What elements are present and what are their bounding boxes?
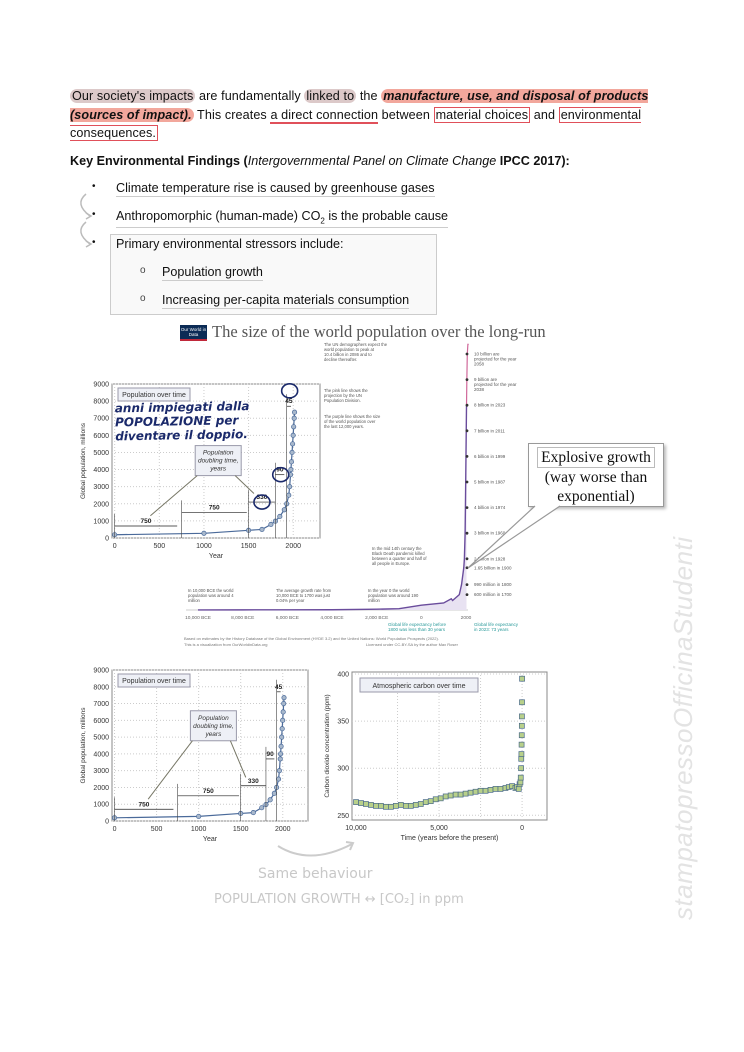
doubling-label: 45 (275, 683, 283, 691)
y-tick-label: 0 (105, 535, 109, 543)
co2-data-point (453, 792, 458, 797)
milestone-dot (466, 455, 469, 458)
chart-annotation: decline thereafter. (324, 357, 358, 362)
chart-annotation: In 10,000 BCE the world (188, 588, 234, 593)
doubling-box-text: Population (202, 449, 234, 457)
data-point (291, 433, 295, 437)
handwritten-note-doubling: anni impiegati dalla POPOLAZIONE per diventare il doppio. (114, 399, 250, 444)
co2-data-point (519, 742, 524, 747)
co2-data-point (519, 766, 524, 771)
y-axis-label: Carbon dioxide concentration (ppm) (324, 694, 331, 798)
data-point (287, 484, 291, 488)
y-tick-label: 250 (337, 812, 349, 820)
doubling-label: 330 (247, 777, 259, 785)
chart-annotation: 0.04% per year (276, 598, 305, 603)
co2-data-point (358, 801, 363, 806)
chart-annotation: projection by the UN (324, 393, 362, 398)
doubling-label: 90 (276, 466, 284, 474)
data-point (279, 735, 283, 739)
life-expectancy-before: 1800 was less than 30 years (388, 627, 446, 632)
highlight-manufacture-use-disposal: manufacture, use, and disposal of products (sources of impact). (70, 89, 649, 122)
text: and (530, 107, 559, 122)
y-tick-label: 6000 (93, 717, 109, 725)
bullet-icon: • (92, 237, 96, 248)
chart-annotation: 10,000 BCE to 1700 was just (276, 593, 331, 598)
data-point (196, 814, 200, 818)
co2-data-point (468, 790, 473, 795)
x-tick-label: 6,000 BCE (275, 616, 299, 621)
life-expectancy-now: in 2023: 73 years (474, 627, 509, 632)
co2-data-point (368, 802, 373, 807)
data-point (272, 791, 276, 795)
text: Anthropomorphic (human-made) CO (116, 209, 321, 223)
milestone-label: 8 billion in 2023 (474, 402, 506, 408)
callout-line: Explosive growth (537, 447, 655, 468)
milestone-dot (466, 583, 469, 586)
co2-data-point (418, 801, 423, 806)
text: are fundamentally (195, 89, 305, 103)
bullet-icon: • (92, 181, 96, 192)
x-tick-label: 0 (419, 616, 423, 621)
milestone-label: 990 million in 1800 (474, 582, 512, 588)
data-point (278, 752, 282, 756)
x-tick-label: 1500 (232, 826, 249, 833)
data-point (290, 442, 294, 446)
y-tick-label: 7000 (93, 701, 109, 709)
data-point (281, 701, 285, 705)
co2-data-point (478, 788, 483, 793)
data-point (279, 744, 283, 748)
co2-data-point (483, 788, 488, 793)
handwritten-same-behaviour: Same behaviour (258, 866, 373, 882)
chart-annotation: million (188, 598, 200, 603)
x-tick-label: 5,000 (430, 825, 448, 832)
boxed-environmental-consequences: environmental consequences. (70, 107, 642, 140)
milestone-label: 2 billion in 1928 (474, 556, 506, 562)
population-over-time-chart-2 (80, 662, 316, 842)
text: the (356, 89, 382, 103)
milestone-label: 4 billion in 1974 (474, 505, 506, 511)
doubling-box-text: years (210, 465, 227, 473)
x-tick-label: 10,000 (345, 825, 367, 832)
doubling-label: 750 (202, 787, 214, 795)
explosive-growth-callout (528, 443, 664, 507)
y-tick-label: 5000 (93, 734, 109, 742)
milestone-label: 7 billion in 2011 (474, 428, 505, 434)
co2-data-point (519, 752, 524, 757)
y-axis-label: Global population, millions (80, 707, 87, 784)
co2-data-point (438, 796, 443, 801)
chart-annotation: The average growth rate from (276, 588, 332, 593)
milestone-dot (466, 404, 469, 407)
x-tick-label: 0 (112, 826, 117, 833)
data-point (276, 777, 280, 781)
chart-annotation: Black Death pandemic killed (372, 551, 425, 556)
callout-line: exponential) (557, 488, 635, 505)
chart-annotation: In the mid 14th century the (372, 546, 422, 551)
callout-line: (way worse than (544, 469, 648, 486)
doubling-label: 750 (208, 504, 220, 512)
chart-annotation: population was around 4 (188, 593, 234, 598)
data-point (260, 527, 264, 531)
chart-annotation: world population to peak at (324, 347, 375, 352)
doubling-label: 90 (266, 750, 274, 758)
chart-annotation: The UN demographers expect the (324, 342, 388, 347)
chart-annotation: million (368, 598, 380, 603)
sub-bullet-text: Population growth (162, 265, 263, 279)
highlight-linked-to: linked to (306, 89, 355, 103)
y-tick-label: 0 (105, 818, 109, 826)
co2-data-point (516, 786, 521, 791)
co2-data-point (383, 804, 388, 809)
chart-title: Atmospheric carbon over time (372, 683, 466, 690)
co2-data-point (428, 799, 433, 804)
x-tick-label: 4,000 BCE (320, 616, 344, 621)
milestone-dot (466, 593, 469, 596)
intro-paragraph (70, 87, 680, 143)
co2-data-point (518, 780, 523, 785)
x-tick-label: 2000 (460, 616, 472, 621)
x-tick-label: 1000 (190, 826, 207, 833)
co2-data-point (363, 801, 368, 806)
doubling-label: 750 (138, 801, 150, 809)
heading-post: IPCC 2017): (496, 154, 570, 168)
y-tick-label: 3000 (93, 484, 109, 492)
text: is the probable cause (324, 209, 449, 223)
doubling-label: 750 (140, 518, 152, 526)
doubling-box-text: Population (198, 714, 229, 722)
chart-annotation: of the world population over (324, 419, 376, 424)
y-tick-label: 3000 (93, 768, 109, 776)
doubling-box-text: doubling time, (197, 457, 239, 465)
life-expectancy-before: Global life expectancy before (388, 622, 447, 627)
co2-data-point (518, 775, 523, 780)
curved-arrows-icon (76, 192, 116, 252)
data-point (289, 467, 293, 471)
footer-license: Licensed under CC-BY-SA by the author Max Roser (366, 642, 458, 647)
text: This creates (193, 107, 271, 122)
co2-data-point (519, 714, 524, 719)
chart-title: Population over time (122, 392, 186, 399)
curved-arrow-icon (270, 838, 360, 866)
data-point (292, 410, 296, 414)
bullet-text: Primary environmental stressors include: (116, 237, 344, 251)
boxed-material-choices: material choices (435, 107, 529, 122)
y-tick-label: 1000 (93, 518, 109, 526)
doubling-box-text: doubling time, (193, 722, 234, 730)
chart-title: Population over time (122, 678, 186, 685)
y-tick-label: 4000 (93, 467, 109, 475)
co2-data-point (423, 800, 428, 805)
data-point (278, 757, 282, 761)
x-tick-label: 2,000 BCE (365, 616, 389, 621)
footer-source: Based on estimates by the History Database of the Global Environment (HYDE 3.2) and the United Nations: World Population Prospects (2022). (184, 636, 439, 641)
logo-text: Our World in Data (180, 327, 207, 337)
data-point (260, 806, 264, 810)
y-tick-label: 400 (337, 671, 349, 679)
milestone-dot (466, 429, 469, 432)
chart-annotation: the last 12,000 years. (324, 424, 365, 429)
chart-annotation: between a quarter and half of (372, 556, 427, 561)
milestone-label: 600 million in 1700 (474, 592, 512, 598)
y-tick-label: 8000 (93, 398, 109, 406)
co2-data-point (354, 800, 359, 805)
chart-annotation: In the year 0 the world (368, 588, 410, 593)
co2-data-point (403, 803, 408, 808)
doubling-box-text: years (205, 730, 222, 738)
co2-data-point (398, 802, 403, 807)
co2-data-point (443, 794, 448, 799)
y-tick-label: 2000 (93, 501, 109, 509)
y-tick-label: 6000 (93, 432, 109, 440)
milestone-label: 6 billion in 1999 (474, 453, 506, 459)
co2-data-point (493, 786, 498, 791)
co2-data-point (378, 803, 383, 808)
co2-data-point (388, 804, 393, 809)
x-tick-label: 500 (153, 543, 166, 550)
x-tick-label: 0 (520, 825, 525, 832)
y-tick-label: 9000 (93, 667, 109, 675)
data-point (278, 514, 282, 518)
y-tick-label: 8000 (93, 684, 109, 692)
data-point (289, 460, 293, 464)
life-expectancy-now: Global life expectancy (474, 622, 519, 627)
milestone-label: 3 billion in 1960 (474, 530, 506, 536)
co2-data-point (498, 786, 503, 791)
data-point (268, 798, 272, 802)
milestone-label: 10 billion are projected for the year 2058 (474, 351, 517, 367)
plot-frame (112, 670, 308, 821)
bullet-text: Climate temperature rise is caused by greenhouse gases (116, 181, 435, 195)
data-point (290, 450, 294, 454)
chart-annotation: The purple line shows the size (324, 414, 381, 419)
co2-data-point (373, 803, 378, 808)
co2-data-point (448, 793, 453, 798)
milestone-label: 1.65 billion in 1900 (474, 565, 512, 571)
x-tick-label: 0 (112, 543, 117, 550)
sub-bullet-text: Increasing per-capita materials consumption (162, 293, 410, 307)
callout-pointer (460, 505, 580, 575)
co2-data-point (519, 723, 524, 728)
chart-annotation: all people in Europe. (372, 561, 411, 566)
co2-data-point (519, 756, 524, 761)
co2-data-point (458, 792, 463, 797)
x-axis-label: Year (202, 836, 218, 842)
milestone-dot (466, 378, 469, 381)
milestone-label: 9 billion are projected for the year 2038 (474, 377, 517, 393)
data-point (251, 810, 255, 814)
data-point (282, 695, 286, 699)
bullet-text (116, 209, 448, 228)
data-point (287, 493, 291, 497)
x-tick-label: 2000 (285, 543, 302, 550)
co2-data-point (520, 676, 525, 681)
atmospheric-carbon-chart (322, 662, 554, 842)
x-tick-label: 500 (150, 826, 163, 833)
handwritten-population-co2-relation: POPULATION GROWTH ↔ [CO₂] in ppm (214, 892, 464, 907)
milestone-label: 5 billion in 1987 (474, 479, 506, 485)
x-axis-label: Time (years before the present) (400, 835, 499, 842)
data-point (202, 531, 206, 535)
subscript: 2 (320, 216, 325, 226)
milestone-dot (466, 353, 469, 356)
y-tick-label: 5000 (93, 449, 109, 457)
x-tick-label: 8,000 BCE (231, 616, 255, 621)
y-tick-label: 2000 (93, 784, 109, 792)
co2-data-point (413, 802, 418, 807)
data-point (281, 710, 285, 714)
milestone-dot (466, 481, 469, 484)
co2-data-point (473, 789, 478, 794)
chart-annotation: Population Division. (324, 398, 361, 403)
text: between (378, 107, 434, 122)
watermark: stampatopressoOfficinaStudenti (668, 536, 698, 920)
owid-logo (180, 325, 207, 341)
chart-annotation: The pink line shows the (324, 388, 368, 393)
data-point (292, 416, 296, 420)
y-tick-label: 300 (337, 765, 349, 773)
x-tick-label: 10,000 BCE (185, 616, 211, 621)
co2-data-point (519, 733, 524, 738)
chart-annotation: population was around 190 (368, 593, 419, 598)
x-tick-label: 1500 (240, 543, 257, 550)
y-tick-label: 1000 (93, 801, 109, 809)
heading-pre: Key Environmental Findings ( (70, 154, 248, 168)
data-point (291, 425, 295, 429)
y-axis-label: Global population, millions (80, 423, 87, 499)
co2-data-point (488, 787, 493, 792)
heading-ipcc-name: Intergovernmental Panel on Climate Change (247, 154, 497, 168)
data-point (280, 718, 284, 722)
data-point (269, 522, 273, 526)
sub-bullet-icon: o (140, 265, 146, 276)
chart-annotation: 10.4 billion in 2086 and to (324, 352, 372, 357)
section-heading (70, 154, 570, 168)
highlight-societys-impacts: Our society's impacts (72, 89, 194, 103)
x-axis-label: Year (208, 553, 224, 560)
footer-link: This is a visualization from OurWorldinData.org (184, 642, 268, 647)
co2-data-point (433, 797, 438, 802)
data-point (282, 508, 286, 512)
co2-data-point (520, 700, 525, 705)
y-tick-label: 7000 (93, 415, 109, 423)
bullet-icon: • (92, 209, 96, 220)
x-tick-label: 2000 (274, 826, 291, 833)
data-point (280, 727, 284, 731)
co2-data-point (393, 803, 398, 808)
co2-data-point (463, 791, 468, 796)
x-tick-label: 1000 (196, 543, 212, 550)
y-tick-label: 4000 (93, 751, 109, 759)
sub-bullet-icon: o (140, 293, 146, 304)
y-tick-label: 350 (337, 718, 349, 726)
doubling-label: 45 (285, 398, 293, 406)
underline-direct-connection: a direct connection (270, 107, 379, 122)
data-point (277, 768, 281, 772)
doubling-label: 330 (256, 494, 268, 502)
co2-data-point (408, 803, 413, 808)
y-tick-label: 9000 (93, 381, 109, 389)
owid-chart-title: The size of the world population over the long-run (212, 322, 546, 341)
